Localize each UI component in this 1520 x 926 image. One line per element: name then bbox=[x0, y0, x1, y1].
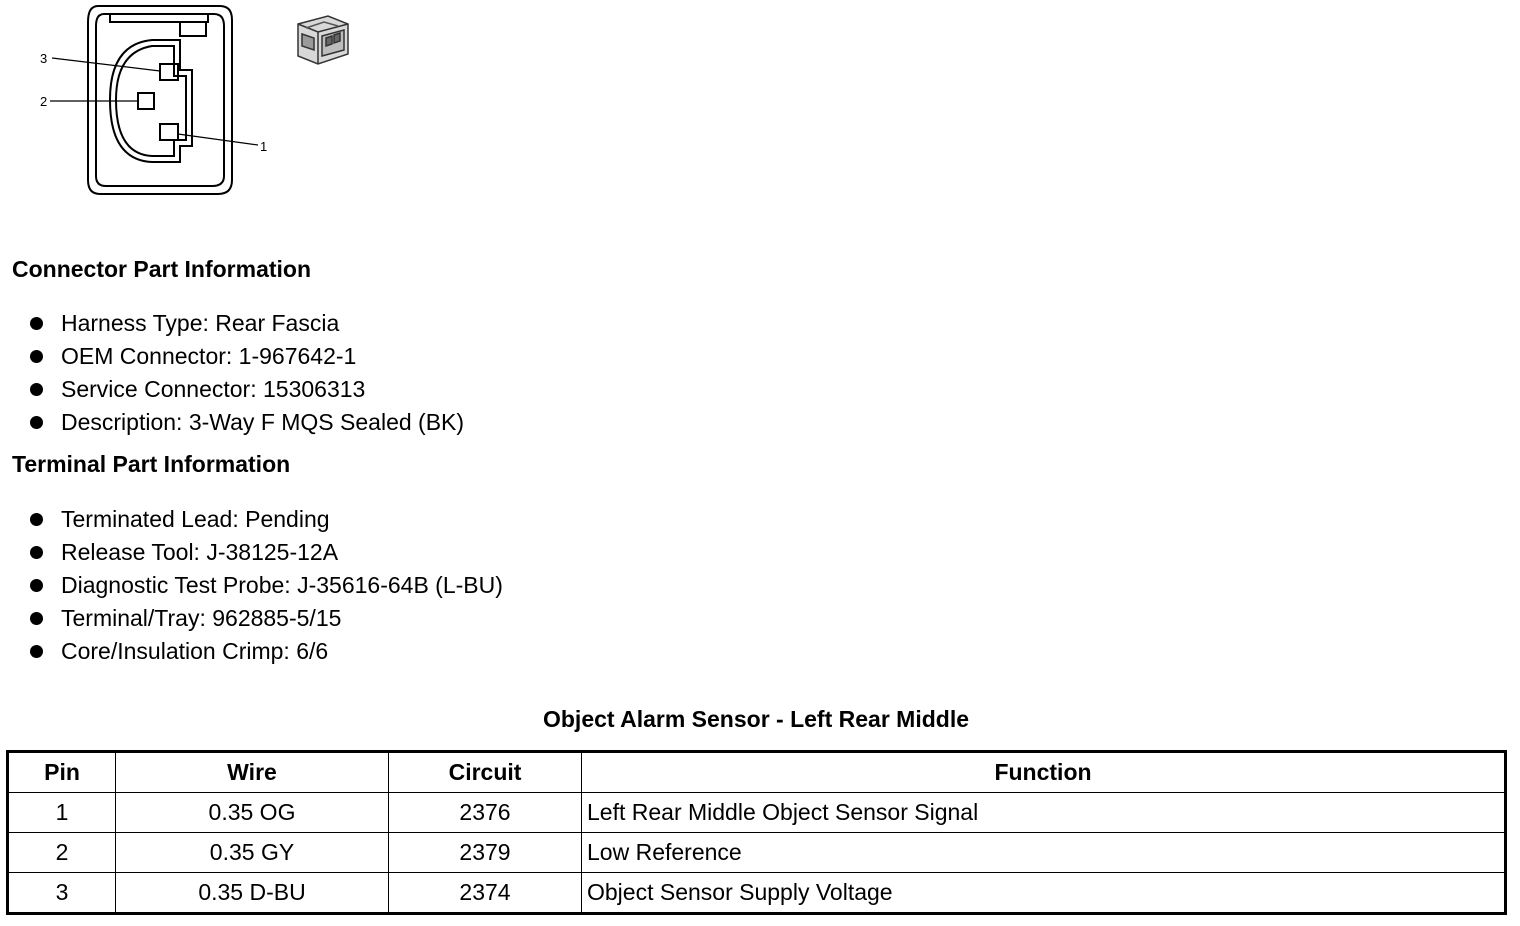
column-header-circuit: Circuit bbox=[389, 752, 582, 793]
connector-thumbnail-image bbox=[288, 10, 358, 68]
pin-table bbox=[6, 750, 1507, 915]
list-item bbox=[28, 340, 464, 373]
bullet-icon bbox=[30, 383, 43, 396]
pin-1-cavity bbox=[160, 124, 178, 140]
pin-2-cavity bbox=[138, 93, 154, 109]
list-item bbox=[28, 569, 503, 602]
function-cell: Object Sensor Supply Voltage bbox=[582, 873, 1506, 914]
table-row bbox=[8, 793, 1506, 833]
table-row bbox=[8, 833, 1506, 873]
bullet-icon bbox=[30, 579, 43, 592]
column-header-wire: Wire bbox=[116, 752, 389, 793]
list-item-text: Description: 3-Way F MQS Sealed (BK) bbox=[61, 409, 465, 435]
bullet-icon bbox=[30, 612, 43, 625]
pin-table-caption: Object Alarm Sensor - Left Rear Middle bbox=[542, 706, 970, 732]
circuit-cell: 2376 bbox=[389, 793, 582, 833]
pin-cell: 2 bbox=[8, 833, 116, 873]
pin-cell: 3 bbox=[8, 873, 116, 914]
table-row bbox=[8, 873, 1506, 914]
function-cell: Low Reference bbox=[582, 833, 1506, 873]
wire-cell: 0.35 D-BU bbox=[116, 873, 389, 914]
list-item bbox=[28, 373, 464, 406]
list-item bbox=[28, 503, 503, 536]
column-header-pin: Pin bbox=[8, 752, 116, 793]
circuit-cell: 2374 bbox=[389, 873, 582, 914]
bullet-icon bbox=[30, 350, 43, 363]
list-item bbox=[28, 602, 503, 635]
circuit-cell: 2379 bbox=[389, 833, 582, 873]
wire-cell: 0.35 GY bbox=[116, 833, 389, 873]
column-header-function: Function bbox=[582, 752, 1506, 793]
list-item-text: Terminal/Tray: 962885-5/15 bbox=[61, 605, 342, 631]
list-item-text: Harness Type: Rear Fascia bbox=[61, 310, 340, 336]
bullet-icon bbox=[30, 513, 43, 526]
terminal-part-info-list bbox=[28, 503, 503, 668]
list-item-text: OEM Connector: 1-967642-1 bbox=[61, 343, 357, 369]
bullet-icon bbox=[30, 546, 43, 559]
pin-label-1: 1 bbox=[260, 139, 268, 154]
pin-cell: 1 bbox=[8, 793, 116, 833]
connector-part-info-list bbox=[28, 307, 464, 439]
pin-label-3: 3 bbox=[40, 51, 48, 66]
bullet-icon bbox=[30, 645, 43, 658]
pin-3-cavity bbox=[160, 64, 178, 80]
connector-face-diagram bbox=[30, 0, 280, 200]
pin-label-2: 2 bbox=[40, 94, 48, 109]
list-item bbox=[28, 307, 464, 340]
table-header-row bbox=[8, 752, 1506, 793]
list-item bbox=[28, 536, 503, 569]
bullet-icon bbox=[30, 317, 43, 330]
terminal-part-info-heading: Terminal Part Information bbox=[12, 451, 291, 477]
list-item-text: Diagnostic Test Probe: J-35616-64B (L-BU) bbox=[61, 572, 503, 598]
bullet-icon bbox=[30, 416, 43, 429]
list-item bbox=[28, 635, 503, 668]
list-item-text: Core/Insulation Crimp: 6/6 bbox=[61, 638, 329, 664]
list-item-text: Release Tool: J-38125-12A bbox=[61, 539, 339, 565]
list-item-text: Service Connector: 15306313 bbox=[61, 376, 366, 402]
wire-cell: 0.35 OG bbox=[116, 793, 389, 833]
connector-part-info-heading: Connector Part Information bbox=[12, 256, 312, 282]
list-item-text: Terminated Lead: Pending bbox=[61, 506, 330, 532]
function-cell: Left Rear Middle Object Sensor Signal bbox=[582, 793, 1506, 833]
list-item bbox=[28, 406, 464, 439]
